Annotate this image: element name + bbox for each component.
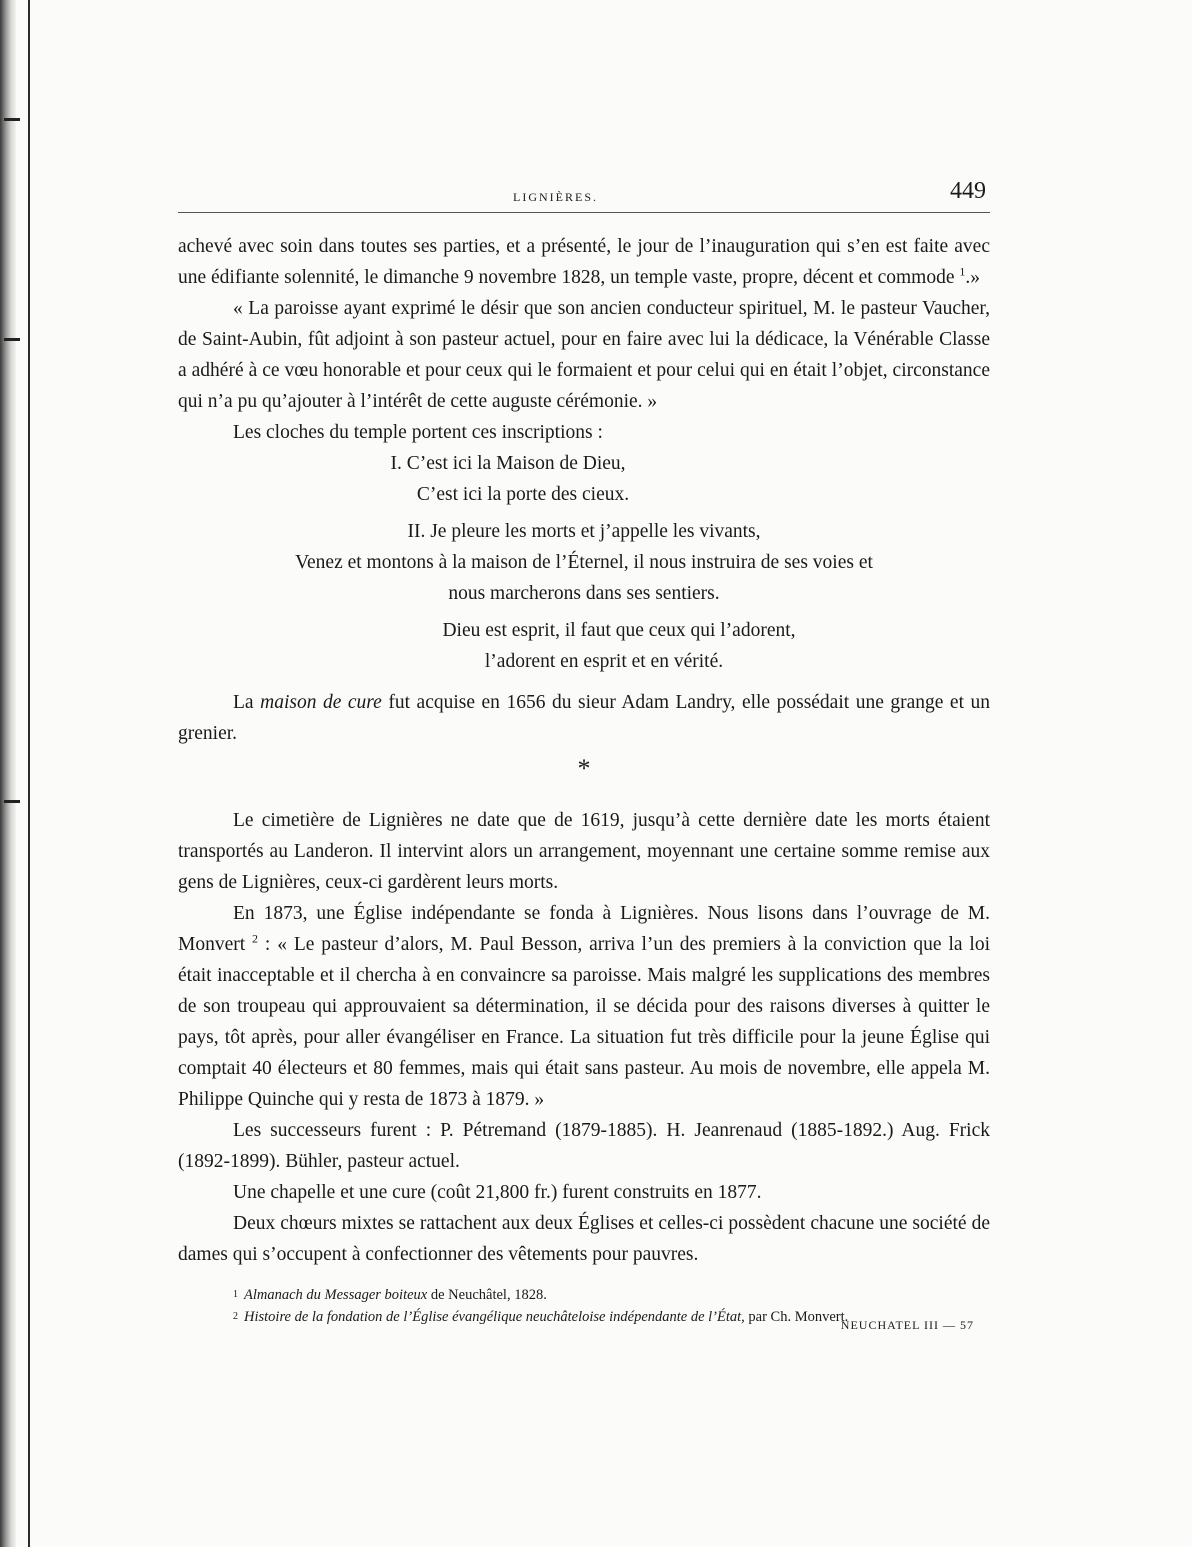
inscription-three [178,615,990,677]
binding-tick [4,800,20,803]
section-separator: * [577,754,591,783]
binding-stitch-line [28,0,30,1547]
binding-tick [4,338,20,341]
footnote-text: par Ch. Monvert. [744,1309,849,1325]
paragraph-text: fut acquise en 1656 du sieur Adam Landry, elle possédait une grange et un grenier. [178,692,991,744]
footnote-ref: 2 [252,931,259,946]
paragraph: Le cimetière de Lignières ne date que de 1619, jusqu’à cette dernière date les morts étaient transportés au Landeron. Il intervint alors un arrangement, moyennant une certaine somme remise aux gens de Lignières, ceux-ci gardèrent leurs morts. [178,810,990,893]
italic-term: maison de cure [260,692,382,713]
verse-line: I. C’est ici la Maison de Dieu, [390,453,626,474]
verse-line: II. Je pleure les morts et j’appelle les vivants, [407,521,761,542]
verse-line: C’est ici la porte des cieux. [416,484,630,505]
footnote-ref: 1 [959,264,966,279]
footnote [178,1284,990,1306]
paragraph-text: achevé avec soin dans toutes ses parties, et a présenté, le jour de l’inauguration qui s’en est faite avec une édifiante solennité, le dimanche 9 novembre 1828, un temple vaste, propre, décent et commode [178,236,990,288]
paragraph [178,231,990,293]
footnote-title: Histoire de la fondation de l’Église évangélique neuchâteloise indépendante de l’État, [244,1309,745,1325]
verse-line: l’adorent en esprit et en vérité. [484,651,724,672]
body-text [178,231,990,1270]
page-header [178,170,990,213]
paragraph [178,687,990,749]
footnote-mark: 2 [233,1311,238,1322]
paragraph-text: : « Le pasteur d’alors, M. Paul Besson, arriva l’un des premiers à la conviction que la loi était inacceptable et il chercha à en convaincre sa paroisse. Mais malgré les supplications des membres de son troupeau qui approuvaient sa détermination, il se décida pour des raisons diverses à quitter le pays, tôt après, pour aller évangéliser en France. La situation fut très difficile pour la jeune Église qui comptait 40 électeurs et 80 femmes, mais qui était sans pasteur. Au mois de novembre, elle appela M. Philippe Quinche qui y resta de 1873 à 1879. » [178,934,991,1110]
running-head: LIGNIÈRES. [513,190,598,204]
verse-line: Venez et montons à la maison de l’Éternel, il nous instruira de ses voies et [295,552,873,573]
paragraph [178,898,990,1115]
inscription-two [178,516,990,609]
paragraph: Une chapelle et une cure (coût 21,800 fr.) furent construits en 1877. [233,1182,762,1203]
footnote-mark: 1 [233,1289,238,1300]
paragraph: « La paroisse ayant exprimé le désir que son ancien conducteur spirituel, M. le pasteur Vaucher, de Saint-Aubin, fût adjoint à son pasteur actuel, pour en faire avec lui la dédicace, la Vénérable Classe a adhéré à ce vœu honorable et pour ceux qui le formaient et pour celui qui en était l’objet, circonstance qui n’a pu qu’ajouter à l’intérêt de cette auguste cérémonie. » [178,298,990,412]
footnote-text: de Neuchâtel, 1828. [427,1287,547,1303]
paragraph-text: .» [965,267,980,288]
bell-inscriptions [178,448,990,677]
paragraph-text: La [233,692,254,713]
book-binding-edge [0,0,16,1547]
inscription-one [348,448,668,510]
paragraph: Les cloches du temple portent ces inscriptions : [233,422,603,443]
verse-line: nous marcherons dans ses sentiers. [448,583,720,604]
verse-line: Dieu est esprit, il faut que ceux qui l’adorent, [442,620,796,641]
binding-tick [4,118,20,121]
footnote-title: Almanach du Messager boiteux [244,1287,428,1303]
paragraph-text: En 1873, une Église indépendante se fonda à Lignières. Nous lisons dans l’ouvrage de M. Monvert [178,903,990,955]
page-number: 449 [950,178,986,204]
printer-signature: NEUCHATEL III — 57 [840,1318,974,1332]
page-content [178,170,990,1328]
paragraph: Deux chœurs mixtes se rattachent aux deux Églises et celles-ci possèdent chacune une société de dames qui s’occupent à confectionner des vêtements pour pauvres. [178,1213,990,1265]
paragraph: Les successeurs furent : P. Pétremand (1879-1885). H. Jeanrenaud (1885-1892.) Aug. Frick (1892-1899). Bühler, pasteur actuel. [178,1120,990,1172]
